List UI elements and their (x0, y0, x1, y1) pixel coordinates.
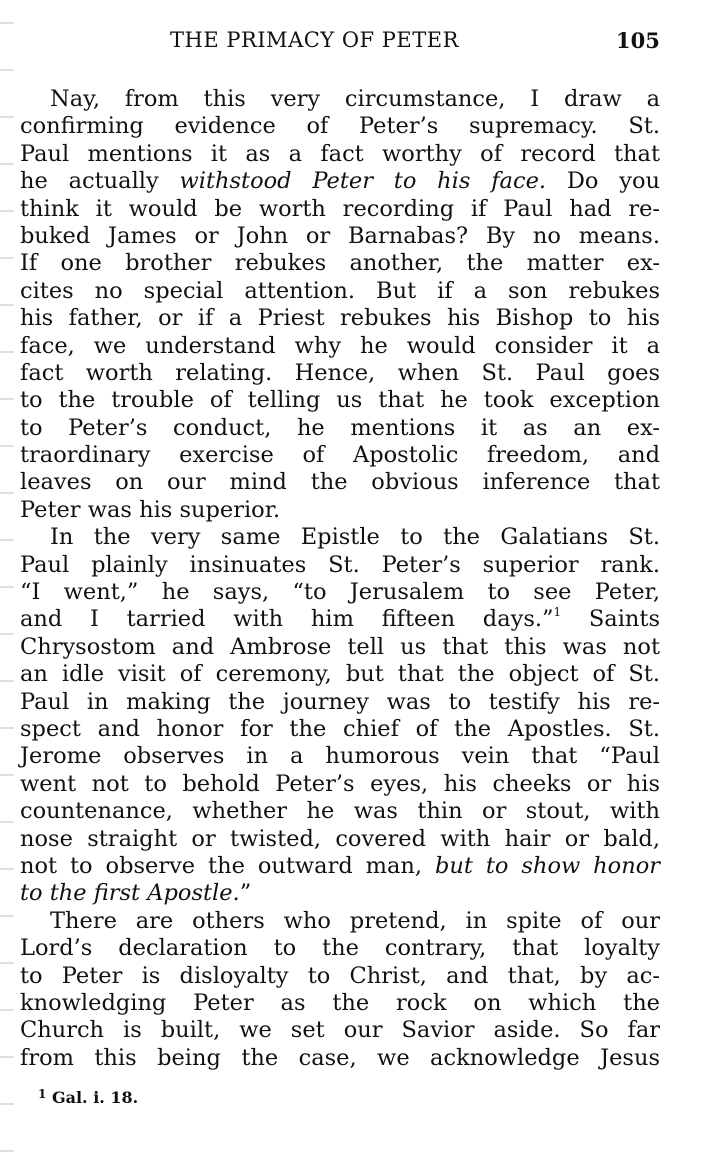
gutter-binding-marks (0, 0, 14, 1160)
text-line (20, 908, 660, 935)
text-run: think it would be worth recording if Paul had re- (20, 195, 660, 222)
text-run: There are others who pretend, in spite of our (50, 907, 660, 934)
text-run: and I tarried with him fifteen days.” (20, 606, 554, 633)
text-line (20, 333, 660, 360)
text-line (20, 524, 660, 551)
text-line (20, 853, 660, 880)
text-run: traordinary exercise of Apostolic freedom, and (20, 442, 660, 469)
footnote (38, 1088, 138, 1107)
text-run: nose straight or twisted, covered with hair or bald, (20, 825, 660, 852)
text-line (20, 606, 660, 633)
text-run: Do you (546, 168, 661, 195)
text-run: he actually (20, 168, 180, 195)
running-head-title: THE PRIMACY OF PETER (170, 28, 459, 52)
text-run: not to observe the outward man, (20, 852, 436, 879)
text-run: Paul in making the journey was to testify his re- (20, 688, 660, 715)
text-line (20, 579, 660, 606)
text-run: Saints (561, 606, 660, 633)
text-run: cites no special attention. But if a son rebukes (20, 277, 660, 304)
text-run: knowledging Peter as the rock on which the (20, 989, 660, 1016)
text-run: “I went,” he says, “to Jerusalem to see Peter, (20, 579, 660, 606)
page-header (0, 28, 712, 58)
text-line (20, 552, 660, 579)
text-run: fact worth relating. Hence, when St. Paul goes (20, 359, 660, 386)
text-line (20, 798, 660, 825)
body-text (20, 86, 660, 1072)
text-run: buked James or John or Barnabas? By no means. (20, 222, 660, 249)
text-run: to Peter’s conduct, he mentions it as an ex- (20, 414, 660, 441)
text-line (20, 168, 660, 195)
italic-text-run: but to show honor (435, 852, 661, 879)
text-run: Paul mentions it as a fact worthy of record that (20, 140, 660, 167)
text-run: went not to behold Peter’s eyes, his cheeks or his (20, 770, 660, 797)
footnote-reference: 1 (553, 605, 562, 620)
text-run: If one brother rebukes another, the matter ex- (20, 250, 660, 277)
text-line (20, 387, 660, 414)
text-line (20, 880, 660, 907)
text-line (20, 196, 660, 223)
text-run: leaves on our mind the obvious inference that (20, 469, 660, 496)
text-line (20, 771, 660, 798)
text-line (20, 1017, 660, 1044)
text-line (20, 826, 660, 853)
text-line (20, 141, 660, 168)
text-line (20, 634, 660, 661)
text-line (20, 415, 660, 442)
text-run: ” (239, 880, 252, 907)
italic-text-run: withstood Peter to his face. (179, 168, 547, 195)
text-line (20, 935, 660, 962)
text-line (20, 661, 660, 688)
text-line (20, 990, 660, 1017)
footnote-text: Gal. i. 18. (51, 1088, 139, 1107)
text-run: spect and honor for the chief of the Apostles. St. (20, 715, 660, 742)
text-run: Peter was his superior. (20, 496, 281, 523)
text-line (20, 689, 660, 716)
italic-text-run: to the first Apostle. (20, 880, 240, 907)
text-line (20, 223, 660, 250)
text-line (20, 1045, 660, 1072)
text-run: Nay, from this very circumstance, I draw a (50, 86, 660, 112)
text-run: Lord’s declaration to the contrary, that loyalty (20, 935, 660, 962)
text-line (20, 250, 660, 277)
text-run: confirming evidence of Peter’s supremacy. St. (20, 113, 660, 140)
text-run: to Peter is disloyalty to Christ, and that, by ac- (20, 962, 660, 989)
text-run: Jerome observes in a humorous vein that “Paul (20, 743, 660, 770)
text-run: Paul plainly insinuates St. Peter’s superior rank. (20, 551, 660, 578)
text-line (20, 305, 660, 332)
text-run: his father, or if a Priest rebukes his Bishop to his (20, 305, 660, 332)
text-line (20, 442, 660, 469)
text-line (20, 113, 660, 140)
text-run: to the trouble of telling us that he took exception (20, 387, 660, 414)
text-line (20, 278, 660, 305)
text-line (20, 497, 660, 524)
text-run: countenance, whether he was thin or stout, with (20, 798, 660, 825)
text-line (20, 469, 660, 496)
text-run: Church is built, we set our Savior aside. So far (20, 1017, 660, 1044)
text-run: Chrysostom and Ambrose tell us that this was not (20, 633, 660, 660)
page-number: 105 (616, 28, 660, 53)
text-line (20, 86, 660, 113)
footnote-marker: 1 (38, 1087, 47, 1101)
text-run: from this being the case, we acknowledge Jesus (20, 1044, 660, 1071)
text-line (20, 360, 660, 387)
text-run: an idle visit of ceremony, but that the object of St. (20, 661, 660, 688)
text-line (20, 963, 660, 990)
text-run: In the very same Epistle to the Galatians St. (50, 524, 660, 551)
text-run: face, we understand why he would consider it a (20, 332, 660, 359)
text-line (20, 716, 660, 743)
text-line (20, 743, 660, 770)
